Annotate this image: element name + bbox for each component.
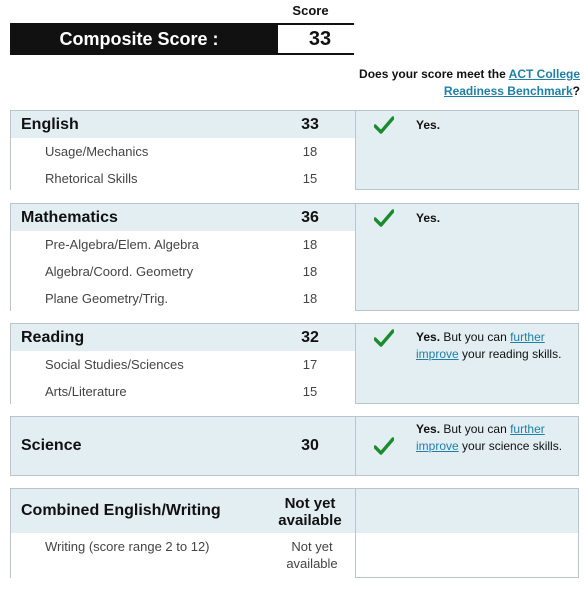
subscore-label: Writing (score range 2 to 12) (45, 539, 210, 554)
answer-text: your reading skills. (458, 347, 562, 361)
subscore-label: Plane Geometry/Trig. (45, 291, 169, 306)
composite-score-bar (10, 23, 354, 55)
answer-yes: Yes. (416, 422, 441, 436)
science-section (10, 416, 579, 476)
subscore-value: 18 (302, 237, 318, 252)
benchmark-question (354, 66, 580, 100)
act-benchmark-link[interactable]: ACT College Readiness Benchmark (443, 67, 580, 98)
subscore-row (11, 138, 355, 165)
answer-yes: Yes. (416, 211, 441, 225)
english-benchmark (355, 111, 578, 189)
reading-label: Reading (21, 329, 85, 346)
question-text: Does your score meet the (359, 67, 509, 81)
subscore-label: Usage/Mechanics (45, 144, 149, 159)
answer-yes: Yes. (416, 118, 441, 132)
science-label: Science (21, 437, 82, 454)
subscore-value: Not yet available (286, 539, 338, 571)
reading-benchmark (355, 324, 578, 403)
checkmark-icon (374, 116, 394, 134)
answer-yes: Yes. (416, 330, 441, 344)
combined-writing-score: Not yet available (278, 495, 342, 529)
science-score: 30 (301, 437, 319, 454)
subscore-value: 18 (302, 264, 318, 279)
mathematics-label: Mathematics (21, 209, 118, 226)
subscore-value: 18 (302, 291, 318, 306)
subscore-row (11, 378, 355, 405)
subscore-row (11, 351, 355, 378)
mathematics-benchmark (355, 204, 578, 310)
subscore-value: 18 (302, 144, 318, 159)
english-score: 33 (301, 116, 319, 133)
answer-text: But you can (440, 330, 511, 344)
subscore-row (11, 165, 355, 192)
subscore-value: 15 (302, 384, 318, 399)
subscore-row (11, 258, 355, 285)
english-label: English (21, 116, 79, 133)
score-column-header: Score (292, 3, 329, 18)
subscore-value: 17 (302, 357, 318, 372)
subscore-label: Arts/Literature (45, 384, 127, 399)
subscore-value: 15 (302, 171, 318, 186)
benchmark-answer (416, 421, 576, 455)
checkmark-icon (374, 437, 394, 455)
science-benchmark (355, 417, 578, 475)
combined-writing-section (10, 488, 579, 578)
question-mark: ? (572, 84, 580, 98)
subscore-row (11, 231, 355, 258)
benchmark-answer (416, 117, 576, 134)
subscore-label: Social Studies/Sciences (45, 357, 184, 372)
subscore-row (11, 285, 355, 312)
combined-writing-label: Combined English/Writing (21, 502, 221, 519)
further-improve-link[interactable]: further improve (416, 330, 545, 361)
checkmark-icon (374, 209, 394, 227)
further-improve-link[interactable]: further improve (416, 422, 545, 453)
composite-score-label: Composite Score : (59, 29, 219, 49)
benchmark-header-fill (356, 489, 578, 533)
checkmark-icon (374, 329, 394, 347)
reading-score: 32 (301, 329, 319, 346)
english-section (10, 110, 579, 190)
answer-text: your science skills. (458, 439, 563, 453)
benchmark-answer (416, 210, 576, 227)
mathematics-section (10, 203, 579, 311)
mathematics-score: 36 (301, 209, 319, 226)
subscore-row (11, 533, 355, 578)
answer-text: But you can (440, 422, 511, 436)
reading-section (10, 323, 579, 404)
subscore-label: Rhetorical Skills (45, 171, 138, 186)
combined-writing-benchmark (355, 489, 578, 577)
composite-score-value: 33 (278, 25, 362, 53)
benchmark-answer (416, 329, 576, 363)
subscore-label: Algebra/Coord. Geometry (45, 264, 194, 279)
subscore-label: Pre-Algebra/Elem. Algebra (45, 237, 199, 252)
